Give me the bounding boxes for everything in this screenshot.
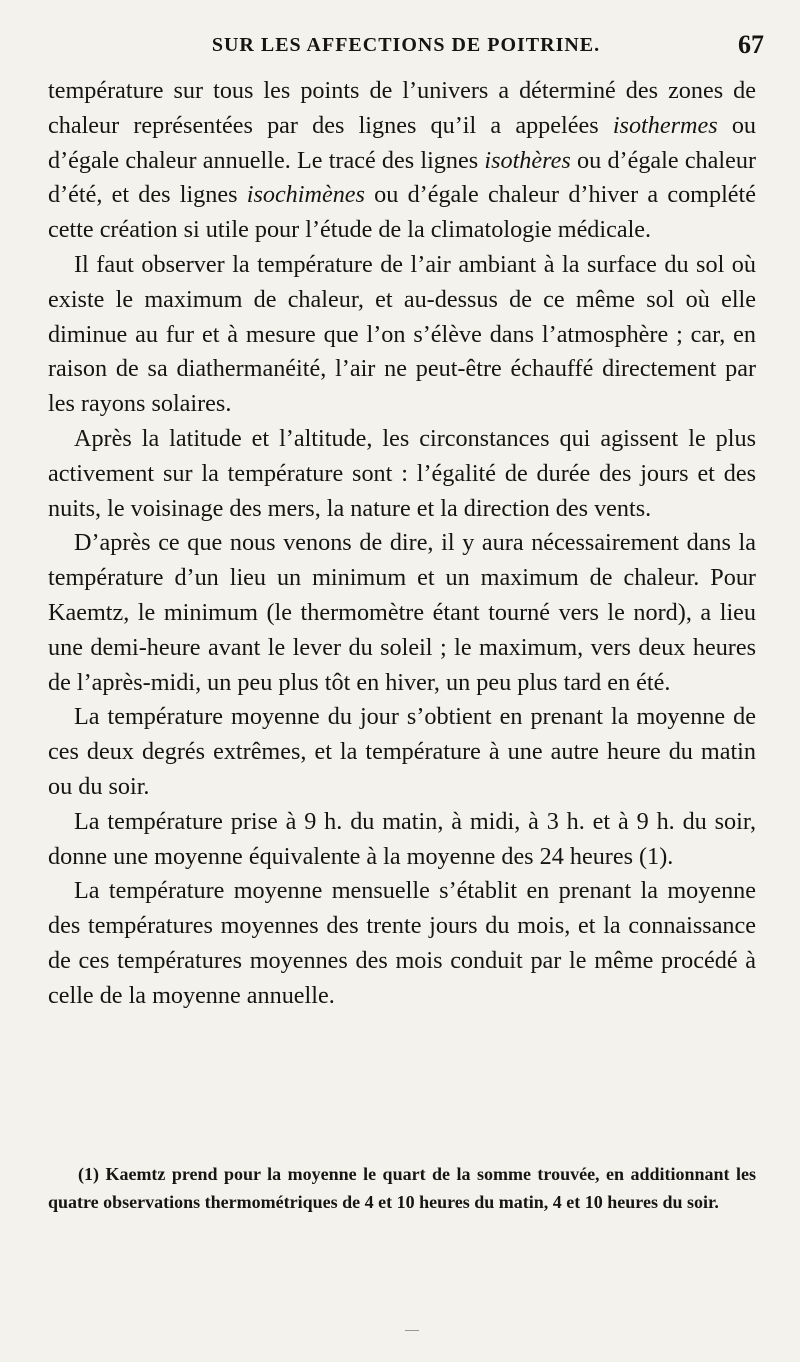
- paragraph: [48, 422, 756, 526]
- text-run: La température prise à 9 h. du matin, à midi, à 3 h. et à 9 h. du soir, donne une moyenne équivalente à la moyenne des 24 heures (1).: [48, 807, 756, 870]
- body-text: [48, 74, 756, 1014]
- text-run: ou d’égale chaleur d’été, et des lignes: [48, 146, 756, 209]
- text-run: D’après ce que nous venons de dire, il y aura nécessairement dans la température d’un lieu un minimum et un maximum de chaleur. Pour Kaemtz, le minimum (le thermomètre étant tourné vers le nord), a lieu une demi-heure avant le lever du soleil ; le maximum, vers deux heures de l’après-midi, un peu plus tôt en hiver, un peu plus tard en été.: [48, 529, 756, 696]
- text-run: température sur tous les points de l’univers a déterminé des zones de chaleur représentées par des lignes qu’il a appelées: [48, 77, 756, 139]
- text-run: La température moyenne du jour s’obtient en prenant la moyenne de ces deux degrés extrêmes, et la température à une autre heure du matin ou du soir.: [48, 703, 756, 800]
- paragraph: [48, 248, 756, 422]
- text-run: ou d’égale chaleur d’hiver a complété cette création si utile pour l’étude de la climatologie médicale.: [48, 181, 756, 244]
- italic-term: isothermes: [612, 111, 718, 139]
- footnotes: [48, 1160, 756, 1216]
- text-run: Après la latitude et l’altitude, les circonstances qui agissent le plus activement sur la température sont : l’égalité de durée des jours et des nuits, le voisinage des mers, la nature et la direction des vents.: [48, 424, 756, 522]
- italic-term: isochimènes: [246, 181, 365, 209]
- paragraph: [48, 526, 756, 700]
- page-header: [48, 30, 764, 62]
- page-number: 67: [738, 30, 764, 59]
- paragraph: [48, 874, 756, 1013]
- paragraph: [48, 74, 756, 248]
- text-run: Il faut observer la température de l’air ambiant à la surface du sol où existe le maximum de chaleur, et au-dessus de ce même sol où elle diminue au fur et à mesure que l’on s’élève dans l’atmosphère ; car, en raison de sa diathermanéité, l’air ne peut-être échauffé directement par les rayons solaires.: [48, 250, 756, 418]
- text-run: La température moyenne mensuelle s’établit en prenant la moyenne des températures moyennes des trente jours du mois, et la connaissance de ces températures moyennes des mois conduit par le même procédé à celle de la moyenne annuelle.: [48, 877, 756, 1009]
- footnote: (1) Kaemtz prend pour la moyenne le quart de la somme trouvée, en additionnant les quatre observations thermométriques de 4 et 10 heures du matin, 4 et 10 heures du soir.: [48, 1164, 756, 1212]
- paragraph: [48, 805, 756, 875]
- paragraph: [48, 700, 756, 804]
- running-title: SUR LES AFFECTIONS DE POITRINE.: [211, 34, 601, 56]
- print-mark: [405, 1330, 419, 1331]
- italic-term: isothères: [484, 146, 571, 174]
- text-run: ou d’égale chaleur annuelle. Le tracé des lignes: [48, 111, 757, 174]
